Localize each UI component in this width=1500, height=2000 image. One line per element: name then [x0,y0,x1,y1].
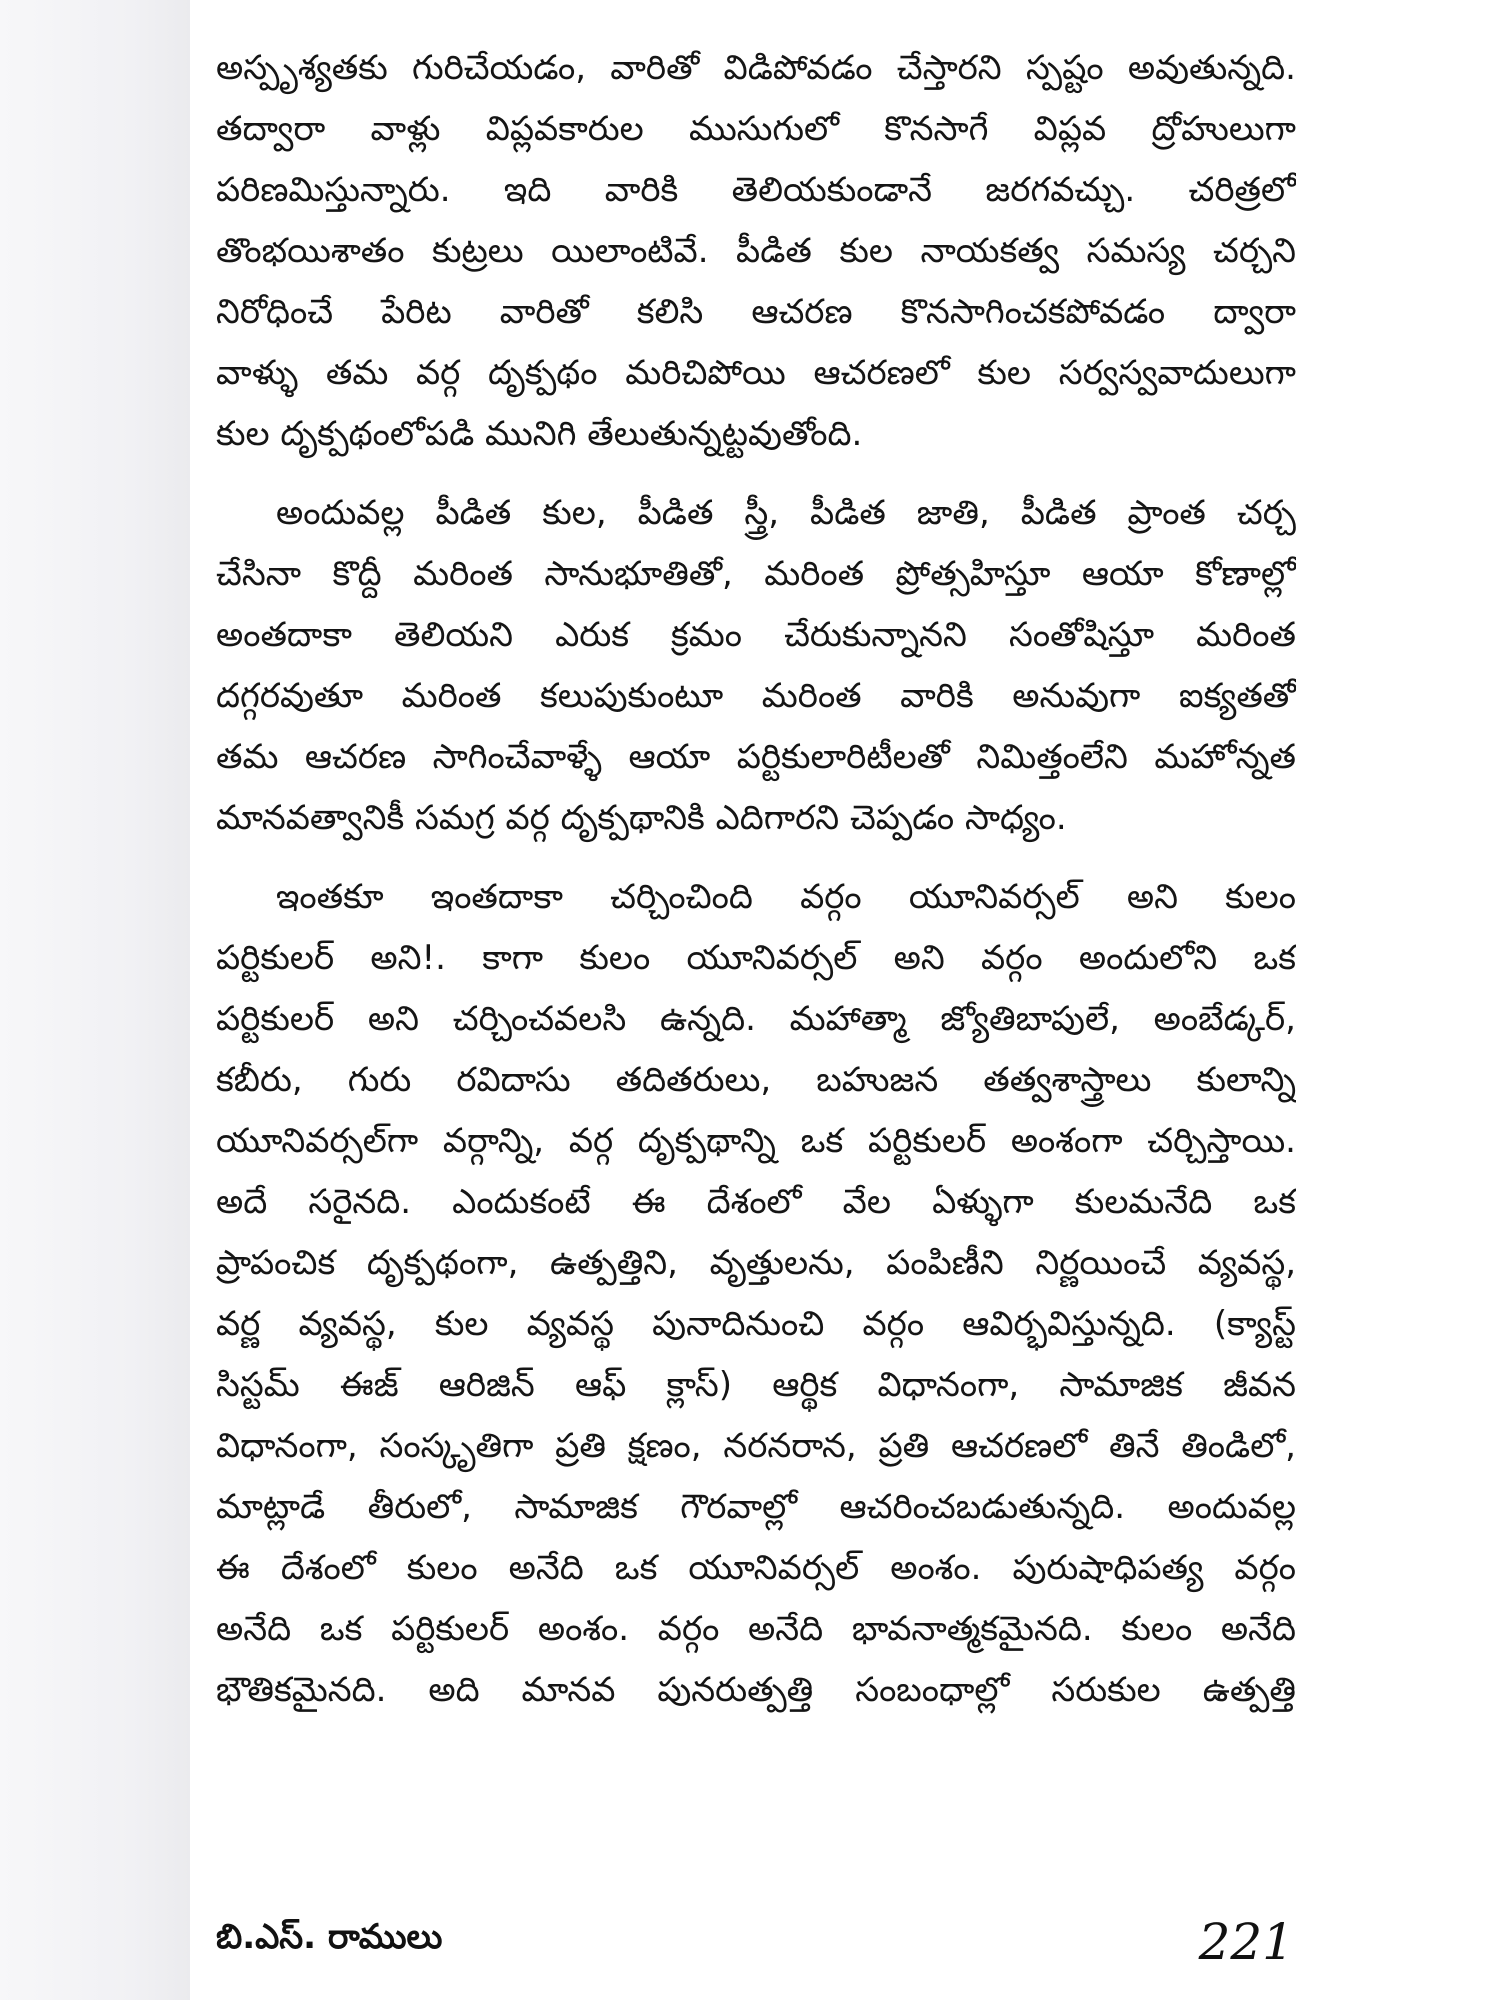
paragraph-2 [216,483,1296,849]
book-gutter [0,0,190,2000]
text-line: కుల దృక్పథంలోపడి మునిగి తేలుతున్నట్టవుతోంది. [216,414,863,454]
text-line: తద్వారా వాళ్లు విప్లవకారుల ముసుగులో కొనసాగే విప్లవ ద్రోహులుగా [216,109,1296,149]
page-number: 221 [1198,1913,1294,1971]
text-line: ప్రాపంచిక దృక్పథంగా, ఉత్పత్తిని, వృత్తులను, పంపిణీని నిర్ణయించే వ్యవస్థ, [216,1243,1296,1283]
text-line: వర్ణ వ్యవస్థ, కుల వ్యవస్థ పునాదినుంచి వర్గం ఆవిర్భవిస్తున్నది. (క్యాస్ట్ [216,1304,1296,1344]
author-name: బి.ఎస్. రాములు [216,1917,443,1957]
text-line: విధానంగా, సంస్కృతిగా ప్రతి క్షణం, నరనరాన, ప్రతి ఆచరణలో తినే తిండిలో, [216,1426,1296,1466]
text-line: పరిణమిస్తున్నారు. ఇది వారికి తెలియకుండానే జరగవచ్చు. చరిత్రలో [216,170,1296,210]
paragraph-1 [216,38,1296,465]
text-line: యూనివర్సల్‌గా వర్గాన్ని, వర్గ దృక్పథాన్ని ఒక పర్టికులర్ అంశంగా చర్చిస్తాయి. [216,1121,1296,1161]
page-body [216,38,1296,1739]
paragraph-3 [216,867,1296,1721]
text-line: ఈ దేశంలో కులం అనేది ఒక యూనివర్సల్ అంశం. పురుషాధిపత్య వర్గం [216,1548,1296,1588]
text-line: అదే సరైనది. ఎందుకంటే ఈ దేశంలో వేల ఏళ్ళుగా కులమనేది ఒక [216,1182,1296,1222]
text-line: చేసినా కొద్దీ మరింత సానుభూతితో, మరింత ప్రోత్సహిస్తూ ఆయా కోణాల్లో [216,554,1296,594]
text-line: అందువల్ల పీడిత కుల, పీడిత స్త్రీ, పీడిత జాతి, పీడిత ప్రాంత చర్చ [276,493,1296,533]
text-line: వాళ్ళు తమ వర్గ దృక్పథం మరిచిపోయి ఆచరణలో కుల సర్వస్వవాదులుగా [216,353,1296,393]
text-line: నిరోధించే పేరిట వారితో కలిసి ఆచరణ కొనసాగించకపోవడం ద్వారా [216,292,1296,332]
text-line: తొంభయిశాతం కుట్రలు యిలాంటివే. పీడిత కుల నాయకత్వ సమస్య చర్చని [216,231,1296,271]
text-line: అస్పృశ్యతకు గురిచేయడం, వారితో విడిపోవడం చేస్తారని స్పష్టం అవుతున్నది. [216,48,1296,88]
text-line: మాట్లాడే తీరులో, సామాజిక గౌరవాల్లో ఆచరించబడుతున్నది. అందువల్ల [216,1487,1296,1527]
text-line: దగ్గరవుతూ మరింత కలుపుకుంటూ మరింత వారికి అనువుగా ఐక్యతతో [216,676,1296,716]
text-line: భౌతికమైనది. అది మానవ పునరుత్పత్తి సంబంధాల్లో సరుకుల ఉత్పత్తి [216,1670,1296,1710]
text-line: అంతదాకా తెలియని ఎరుక క్రమం చేరుకున్నానని సంతోషిస్తూ మరింత [216,615,1296,655]
text-line: మానవత్వానికీ సమగ్ర వర్గ దృక్పథానికి ఎదిగారని చెప్పడం సాధ్యం. [216,798,1067,838]
text-line: సిస్టమ్ ఈజ్ ఆరిజిన్ ఆఫ్ క్లాస్) ఆర్థిక విధానంగా, సామాజిక జీవన [216,1365,1296,1405]
page-footer [216,1905,1296,1975]
text-line: పర్టికులర్ అని చర్చించవలసి ఉన్నది. మహాత్మా జ్యోతిబాపులే, అంబేడ్కర్, [216,999,1296,1039]
text-line: కబీరు, గురు రవిదాసు తదితరులు, బహుజన తత్వశాస్త్రాలు కులాన్ని [216,1060,1296,1100]
text-line: అనేది ఒక పర్టికులర్ అంశం. వర్గం అనేది భావనాత్మకమైనది. కులం అనేది [216,1609,1296,1649]
text-line: ఇంతకూ ఇంతదాకా చర్చించింది వర్గం యూనివర్సల్ అని కులం [276,877,1296,917]
text-line: పర్టికులర్ అని!. కాగా కులం యూనివర్సల్ అని వర్గం అందులోని ఒక [216,938,1296,978]
text-line: తమ ఆచరణ సాగించేవాళ్ళే ఆయా పర్టికులారిటీలతో నిమిత్తంలేని మహోన్నత [216,737,1296,777]
